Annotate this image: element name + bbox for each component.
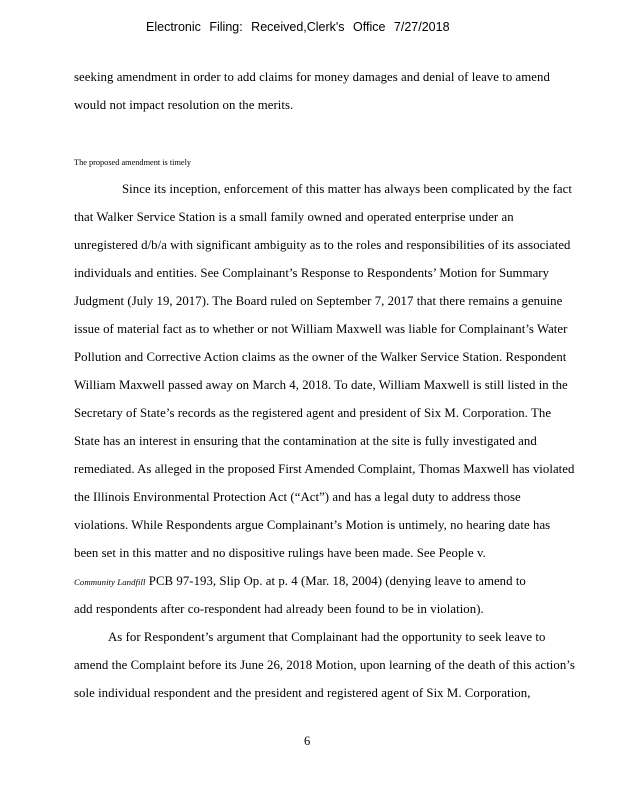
paragraph-line-8: William Maxwell passed away on March 4, 2018. To date, William Maxwell is still listed in the [74,378,568,392]
paragraph-line-9: Secretary of State’s records as the registered agent and president of Six M. Corporation. The [74,406,552,420]
paragraph-line-3: unregistered d/b/a with significant ambiguity as to the roles and responsibilities of its associated [74,238,571,252]
paragraph-line-2: that Walker Service Station is a small family owned and operated enterprise under an [74,210,514,224]
paragraph2-line-3: sole individual respondent and the president and registered agent of Six M. Corporation, [74,686,531,700]
paragraph2-line-2: amend the Complaint before its June 26, 2018 Motion, upon learning of the death of this action’s [74,658,575,672]
paragraph-line-5: Judgment (July 19, 2017). The Board ruled on September 7, 2017 that there remains a genuine [74,294,563,308]
tail-line: add respondents after co-respondent had already been found to be in violation). [74,602,484,616]
section-heading: The proposed amendment is timely [74,158,192,167]
paragraph-line-11: remediated. As alleged in the proposed First Amended Complaint, Thomas Maxwell has violated [74,462,575,476]
paragraph-line-7: Pollution and Corrective Action claims as the owner of the Walker Service Station. Respondent [74,350,567,364]
paragraph2-line-1: As for Respondent’s argument that Complainant had the opportunity to seek leave to [108,630,546,644]
paragraph-line-1: Since its inception, enforcement of this matter has always been complicated by the fact [122,182,572,196]
body-line-1: seeking amendment in order to add claims for money damages and denial of leave to amend [74,70,550,84]
paragraph-line-13: violations. While Respondents argue Complainant’s Motion is untimely, no hearing date has [74,518,551,532]
paragraph-line-10: State has an interest in ensuring that the contamination at the site is fully investigated and [74,434,537,448]
paragraph-line-12: the Illinois Environmental Protection Act (“Act”) and has a legal duty to address those [74,490,521,504]
body-line-2: would not impact resolution on the merits. [74,98,294,112]
citation-rest: PCB 97-193, Slip Op. at p. 4 (Mar. 18, 2004) (denying leave to amend to [148,574,526,588]
citation-line [74,574,526,589]
paragraph-line-14: been set in this matter and no dispositive rulings have been made. See People v. [74,546,486,560]
page-number: 6 [304,734,311,748]
paragraph-line-6: issue of material fact as to whether or not William Maxwell was liable for Complainant’s Water [74,322,568,336]
case-name: Community Landfill [74,577,146,587]
efiling-header: Electronic Filing: Received,Clerk's Office 7/27/2018 [146,20,450,34]
paragraph-line-4: individuals and entities. See Complainant’s Response to Respondents’ Motion for Summary [74,266,550,280]
